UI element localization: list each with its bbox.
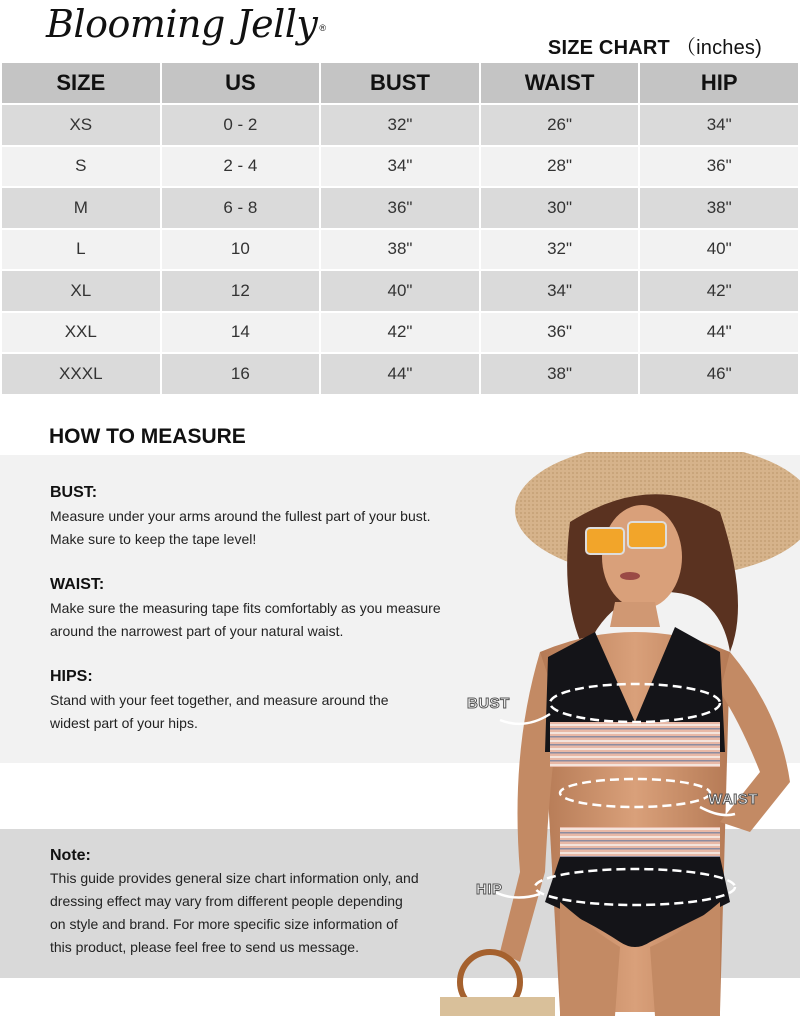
cell-us: 16 — [161, 353, 321, 395]
face — [602, 505, 682, 609]
cell-waist: 32" — [480, 229, 640, 271]
bust-line-1: Measure under your arms around the fullest part of your bust. — [50, 508, 431, 524]
note-line-1: This guide provides general size chart information only, and — [50, 870, 419, 886]
note-line-4: this product, please feel free to send us message. — [50, 939, 359, 955]
table-row — [1, 146, 799, 188]
how-to-measure-title: HOW TO MEASURE — [49, 425, 246, 448]
cell-bust: 40" — [320, 270, 480, 312]
cell-size: S — [1, 146, 161, 188]
hip-label: HIP — [476, 881, 503, 898]
note-heading: Note: — [50, 847, 91, 864]
cell-waist: 26" — [480, 104, 640, 146]
cell-waist: 34" — [480, 270, 640, 312]
bust-heading: BUST: — [50, 484, 98, 501]
waist-instructions — [50, 576, 470, 643]
size-chart-title — [548, 31, 762, 60]
cell-waist: 38" — [480, 353, 640, 395]
cell-us: 14 — [161, 312, 321, 354]
registered-mark: ® — [319, 23, 326, 33]
top-striped-band — [550, 722, 720, 767]
cell-us: 6 - 8 — [161, 187, 321, 229]
cell-bust: 38" — [320, 229, 480, 271]
cell-us: 12 — [161, 270, 321, 312]
hips-instructions — [50, 668, 470, 735]
cell-size: M — [1, 187, 161, 229]
cell-bust: 44" — [320, 353, 480, 395]
hips-line-1: Stand with your feet together, and measure around the — [50, 692, 389, 708]
model-photo — [420, 452, 800, 1016]
table-row — [1, 229, 799, 271]
hips-heading: HIPS: — [50, 668, 93, 685]
size-chart-title-text: SIZE CHART — [547, 37, 670, 59]
note-line-3: on style and brand. For more specific size information of — [50, 916, 398, 932]
cell-bust: 32" — [320, 104, 480, 146]
sunglasses-right-lens — [628, 522, 666, 548]
table-row — [1, 353, 799, 395]
bottom-striped-band — [560, 827, 720, 859]
cell-hip: 40" — [639, 229, 799, 271]
bust-line-2: Make sure to keep the tape level! — [50, 531, 257, 547]
table-row — [1, 187, 799, 229]
waist-label: WAIST — [708, 791, 758, 808]
cell-bust: 36" — [320, 187, 480, 229]
straw-bag — [440, 997, 555, 1016]
brand-logo — [46, 2, 326, 46]
cell-hip: 34" — [639, 104, 799, 146]
cell-hip: 44" — [639, 312, 799, 354]
waist-line-2: around the narrowest part of your natural waist. — [50, 623, 344, 639]
column-header-size: SIZE — [1, 62, 161, 104]
cell-size: XL — [1, 270, 161, 312]
column-header-hip: HIP — [639, 62, 799, 104]
table-row — [1, 312, 799, 354]
cell-us: 0 - 2 — [161, 104, 321, 146]
bust-instructions — [50, 484, 470, 551]
cell-size: XS — [1, 104, 161, 146]
cell-hip: 38" — [639, 187, 799, 229]
waist-heading: WAIST: — [50, 576, 105, 593]
size-chart-unit: （inches) — [675, 37, 762, 59]
table-row — [1, 270, 799, 312]
column-header-waist: WAIST — [480, 62, 640, 104]
table-row — [1, 104, 799, 146]
cell-bust: 34" — [320, 146, 480, 188]
cell-size: XXXL — [1, 353, 161, 395]
cell-bust: 42" — [320, 312, 480, 354]
cell-waist: 36" — [480, 312, 640, 354]
cell-us: 2 - 4 — [161, 146, 321, 188]
sunglasses-left-lens — [586, 528, 624, 554]
column-header-bust: BUST — [320, 62, 480, 104]
cell-size: L — [1, 229, 161, 271]
cell-us: 10 — [161, 229, 321, 271]
bust-label: BUST — [467, 695, 510, 712]
column-header-us: US — [161, 62, 321, 104]
cell-size: XXL — [1, 312, 161, 354]
cell-waist: 30" — [480, 187, 640, 229]
cell-hip: 42" — [639, 270, 799, 312]
size-table — [0, 61, 800, 396]
brand-name: Blooming Jelly — [46, 2, 318, 46]
cell-waist: 28" — [480, 146, 640, 188]
table-header-row — [1, 62, 799, 104]
note — [50, 847, 450, 959]
hips-line-2: widest part of your hips. — [50, 715, 198, 731]
cell-hip: 46" — [639, 353, 799, 395]
note-line-2: dressing effect may vary from different people depending — [50, 893, 403, 909]
model-illustration — [420, 452, 800, 1016]
waist-line-1: Make sure the measuring tape fits comfortably as you measure — [50, 600, 441, 616]
cell-hip: 36" — [639, 146, 799, 188]
